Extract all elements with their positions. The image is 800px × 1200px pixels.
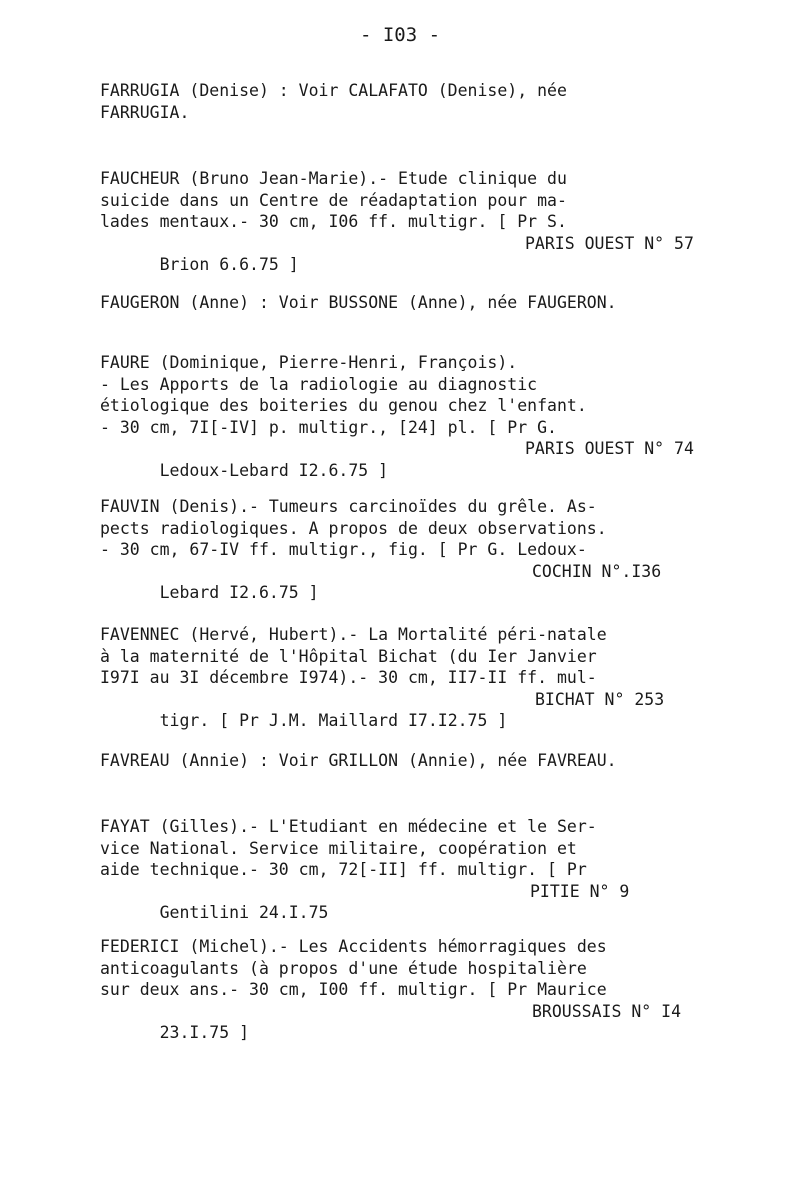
library-reference: PITIE N° 9 — [530, 881, 630, 901]
entry-text-line: FAUCHEUR (Bruno Jean-Marie).- Etude clinique du — [100, 169, 567, 188]
entry-text-line: Brion 6.6.75 ] — [159, 255, 299, 274]
entry-last-line — [100, 438, 710, 480]
entry-text-line: pects radiologiques. A propos de deux observations. — [100, 518, 607, 538]
entry-text-line: FAUVIN (Denis).- Tumeurs carcinoïdes du grêle. As- — [100, 497, 597, 516]
bibliography-entry — [100, 496, 710, 602]
entry-text-line: aide technique.- 30 cm, 72[-II] ff. multigr. [ Pr — [100, 860, 587, 879]
library-reference: BROUSSAIS N° I4 — [532, 1001, 682, 1021]
library-reference: PARIS OUEST N° 57 — [525, 233, 694, 253]
entry-text-line: Ledoux-Lebard I2.6.75 ] — [159, 460, 389, 480]
entry-text-line: tigr. [ Pr J.M. Maillard I7.I2.75 ] — [159, 711, 508, 730]
entry-last-line — [100, 881, 710, 922]
entry-last-line — [100, 561, 710, 602]
bibliography-entry — [100, 292, 710, 314]
entry-text-line: anticoagulants (à propos d'une étude hospitalière — [100, 958, 587, 978]
page-number: - I03 - — [359, 24, 441, 46]
entry-last-line — [100, 1001, 710, 1042]
entry-text-line: - 30 cm, 7I[-IV] p. multigr., [24] pl. [ Pr G. — [100, 417, 557, 437]
library-reference: PARIS OUEST N° 74 — [525, 439, 694, 458]
entry-text-line: sur deux ans.- 30 cm, I00 ff. multigr. [ Pr Maurice — [100, 980, 607, 999]
entry-text-line: FARRUGIA (Denise) : Voir CALAFATO (Denise), née — [100, 81, 567, 100]
entry-last-line — [100, 689, 710, 730]
bibliography-entry — [100, 80, 710, 123]
entry-text-line: suicide dans un Centre de réadaptation pour ma- — [100, 190, 567, 210]
entry-text-line: FEDERICI (Michel).- Les Accidents hémorragiques des — [100, 937, 607, 956]
bibliography-entry — [100, 816, 710, 922]
entry-text-line: Lebard I2.6.75 ] — [159, 583, 319, 602]
entry-text-line: FAVREAU (Annie) : Voir GRILLON (Annie), née FAVREAU. — [100, 751, 617, 770]
entry-text-line: - 30 cm, 67-IV ff. multigr., fig. [ Pr G. Ledoux- — [100, 540, 587, 559]
entry-text-line: FAURE (Dominique, Pierre-Henri, François). — [100, 353, 518, 372]
entry-text-line: Gentilini 24.I.75 — [159, 903, 329, 922]
entry-text-line: - Les Apports de la radiologie au diagnostic — [100, 374, 538, 394]
bibliography-entry — [100, 168, 710, 274]
bibliography-entry — [100, 624, 710, 730]
bibliography-entry — [100, 936, 710, 1042]
entry-text-line: FARRUGIA. — [100, 102, 190, 122]
entry-text-line: vice National. Service militaire, coopération et — [100, 838, 577, 858]
entry-text-line: FAYAT (Gilles).- L'Etudiant en médecine et le Ser- — [100, 817, 597, 836]
entry-text-line: FAUGERON (Anne) : Voir BUSSONE (Anne), née FAUGERON. — [100, 293, 617, 312]
entry-text-line: 23.I.75 ] — [159, 1023, 250, 1042]
entry-text-line: I97I au 3I décembre I974).- 30 cm, II7-II ff. mul- — [100, 668, 597, 687]
entry-last-line — [100, 233, 710, 274]
entry-text-line: FAVENNEC (Hervé, Hubert).- La Mortalité péri-natale — [100, 625, 607, 644]
library-reference: BICHAT N° 253 — [535, 689, 665, 709]
library-reference: COCHIN N°.I36 — [532, 561, 662, 581]
bibliography-entry — [100, 352, 710, 480]
entry-text-line: étiologique des boiteries du genou chez l'enfant. — [100, 396, 587, 415]
entry-text-line: lades mentaux.- 30 cm, I06 ff. multigr. [ Pr S. — [100, 212, 567, 231]
bibliography-entry — [100, 750, 710, 772]
entry-text-line: à la maternité de l'Hôpital Bichat (du Ier Janvier — [100, 646, 597, 666]
